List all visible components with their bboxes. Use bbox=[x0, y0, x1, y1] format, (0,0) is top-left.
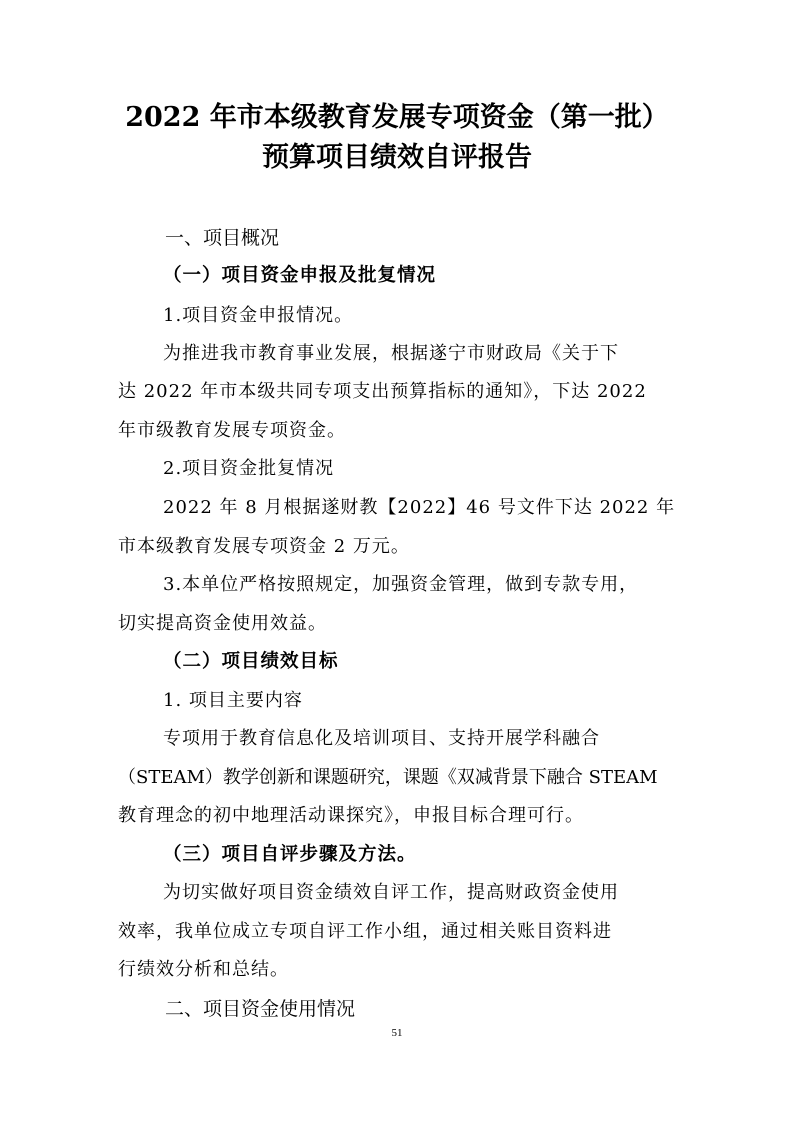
paragraph-line: 为切实做好项目资金绩效自评工作，提高财政资金使用 bbox=[163, 882, 619, 903]
paragraph-line: 达 2022 年市本级共同专项支出预算指标的通知》，下达 2022 bbox=[118, 381, 647, 402]
paragraph-line: （STEAM）教学创新和课题研究，课题《双减背景下融合 STEAM bbox=[118, 767, 658, 788]
paragraph-line: 行绩效分析和总结。 bbox=[118, 959, 289, 980]
paragraph-line: 为推进我市教育事业发展，根据遂宁市财政局《关于下 bbox=[163, 343, 619, 364]
section-heading-overview: 一、项目概况 bbox=[165, 227, 280, 249]
paragraph-line: 市本级教育发展专项资金 2 万元。 bbox=[118, 536, 410, 557]
item-label-content: 1. 项目主要内容 bbox=[163, 690, 303, 711]
paragraph-line: 效率，我单位成立专项自评工作小组，通过相关账目资料进 bbox=[118, 921, 612, 942]
item-label-approval: 2.项目资金批复情况 bbox=[163, 458, 335, 479]
paragraph-line: 教育理念的初中地理活动课探究》，申报目标合理可行。 bbox=[118, 805, 584, 826]
paragraph-line: 切实提高资金使用效益。 bbox=[118, 613, 327, 634]
section-heading-usage: 二、项目资金使用情况 bbox=[165, 998, 356, 1020]
subsection-heading-targets: （二）项目绩效目标 bbox=[163, 651, 339, 672]
item-label-application: 1.项目资金申报情况。 bbox=[163, 305, 354, 326]
page-number: 51 bbox=[391, 1027, 403, 1039]
paragraph-line: 年市级教育发展专项资金。 bbox=[118, 420, 346, 441]
paragraph-line: 专项用于教育信息化及培训项目、支持开展学科融合 bbox=[163, 728, 600, 749]
paragraph-line: 3.本单位严格按照规定，加强资金管理，做到专款专用， bbox=[163, 574, 639, 595]
subsection-heading-funding: （一）项目资金申报及批复情况 bbox=[163, 265, 437, 286]
report-title-line-1: 2022 年市本级教育发展专项资金（第一批） bbox=[125, 102, 669, 133]
report-title-line-2: 预算项目绩效自评报告 bbox=[262, 142, 532, 173]
paragraph-line: 2022 年 8 月根据遂财教【2022】46 号文件下达 2022 年 bbox=[163, 497, 676, 518]
subsection-heading-method: （三）项目自评步骤及方法。 bbox=[163, 844, 417, 865]
